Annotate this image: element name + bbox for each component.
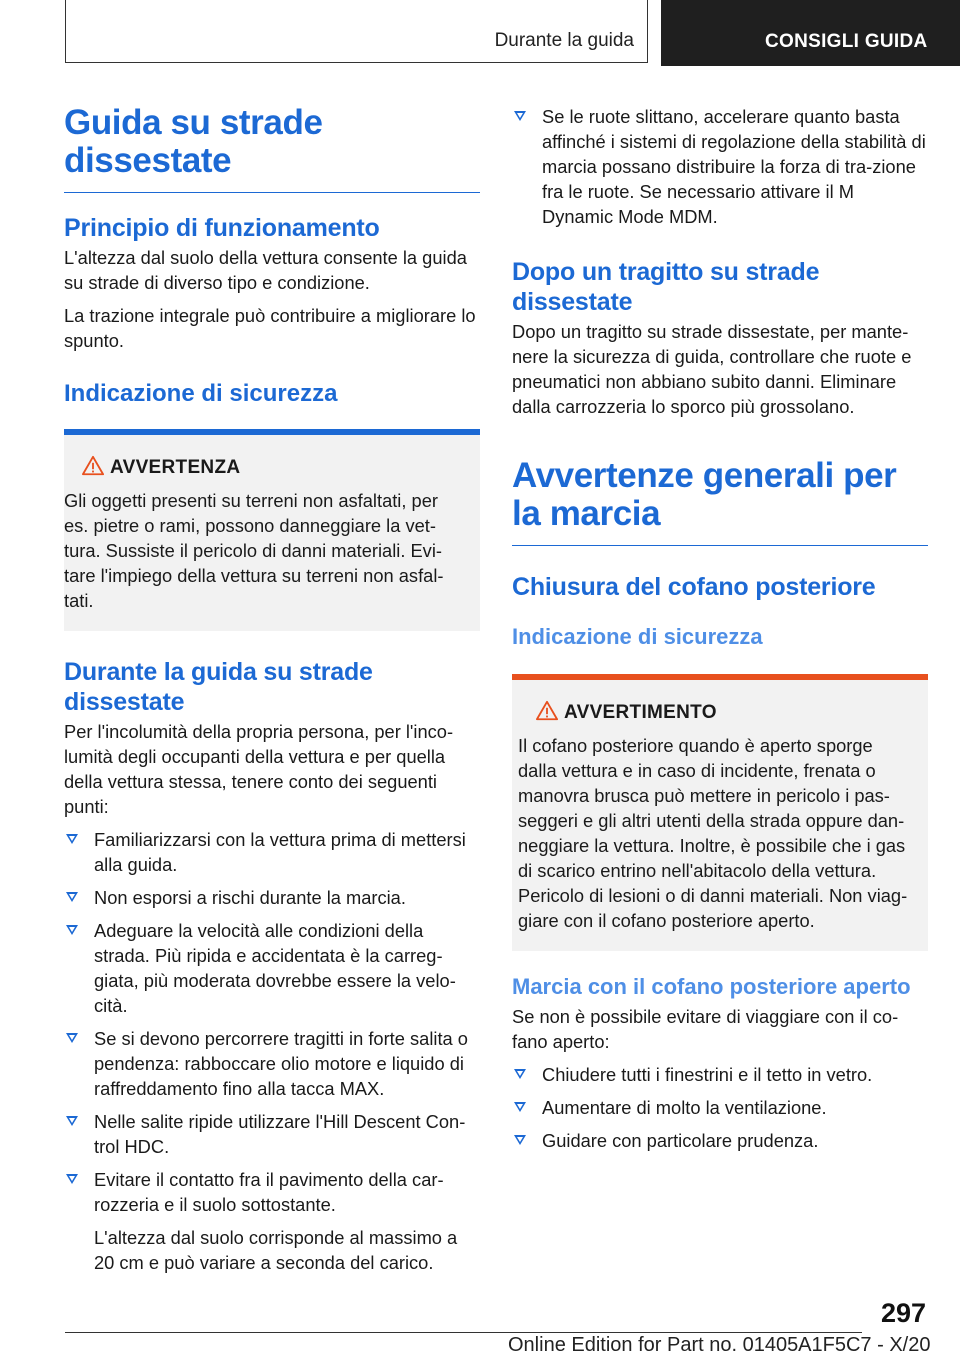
continued-bullet-list xyxy=(512,104,928,229)
list-item: Nelle salite ripide utilizzare l'Hill Descent Con‐trol HDC. xyxy=(64,1109,480,1159)
triangle-bullet-icon xyxy=(66,1116,78,1126)
header-chapter-tab: CONSIGLI GUIDA xyxy=(661,0,960,66)
warning-title xyxy=(64,455,464,480)
list-item: Chiudere tutti i finestrini e il tetto in vetro. xyxy=(512,1062,928,1087)
driving-intro: Per l'incolumità della propria persona, per l'inco‐lumità degli occupanti della vettura e per quella della vettura stessa, tenere conto dei seguenti punti: xyxy=(64,721,454,817)
list-item: Non esporsi a rischi durante la marcia. xyxy=(64,885,480,910)
safety-heading: Indicazione di sicurezza xyxy=(64,380,338,407)
triangle-bullet-icon xyxy=(514,1135,526,1145)
list-item: Guidare con particolare prudenza. xyxy=(512,1128,928,1153)
edition-footer: Online Edition for Part no. 01405A1F5C7 - X/20 xyxy=(508,1334,931,1356)
triangle-bullet-icon xyxy=(514,111,526,121)
triangle-bullet-icon xyxy=(66,892,78,902)
warning-box xyxy=(512,674,928,951)
left-column xyxy=(64,96,480,1275)
principle-paragraph-1: L'altezza dal suolo della vettura consente la guida su strade di diverso tipo e condizione. xyxy=(64,247,467,293)
principle-heading: Principio di funzionamento xyxy=(64,214,380,242)
tailgate-heading: Chiusura del cofano posteriore xyxy=(512,573,876,601)
list-item: Se si devono percorrere tragitti in forte salita o pendenza: rabboccare olio motore e liquido di raffreddamento fino alla tacca MAX. xyxy=(64,1026,480,1101)
warning-title xyxy=(518,700,914,725)
warning-text: Il cofano posteriore quando è aperto sporge dalla vettura e in caso di incidente, frenata o manovra brusca può mettere in pericolo i pas‐seggeri e gli altri utenti della strada oppure dan‐neggiare la vettura. Inoltre, è possibile che i gas di scarico entrino nell'abitacolo della vettura. Pericolo di lesioni o di danni materiali. Non viag‐giare con il cofano posteriore aperto. xyxy=(518,735,908,931)
triangle-bullet-icon xyxy=(66,1174,78,1184)
list-item: Aumentare di molto la ventilazione. xyxy=(512,1095,928,1120)
open-tailgate-heading: Marcia con il cofano posteriore aperto xyxy=(512,974,911,999)
bullet-note: L'altezza dal suolo corrisponde al massimo a 20 cm e può variare a seconda del carico. xyxy=(94,1227,458,1273)
header-section-title: Durante la guida xyxy=(494,30,634,51)
right-column xyxy=(512,104,928,1153)
open-tailgate-intro: Se non è possibile evitare di viaggiare con il co‐fano aperto: xyxy=(512,1006,899,1052)
driving-bullet-list xyxy=(64,827,480,1275)
page-number: 297 xyxy=(880,1298,926,1328)
warning-label: AVVERTENZA xyxy=(110,457,241,478)
triangle-bullet-icon xyxy=(66,834,78,844)
list-item: Familiarizzarsi con la vettura prima di mettersi alla guida. xyxy=(64,827,480,877)
warning-triangle-icon xyxy=(536,700,558,722)
driving-heading: Durante la guida su strade dissestate xyxy=(64,658,373,716)
after-driving-heading: Dopo un tragitto su strade dissestate xyxy=(512,258,820,316)
after-driving-text: Dopo un tragitto su strade dissestate, per mante‐nere la sicurezza di guida, controllare che ruote e pneumatici non abbiano subito danni. Eliminare dalla carrozzeria lo sporco più grossolano. xyxy=(512,321,912,417)
triangle-bullet-icon xyxy=(514,1102,526,1112)
open-tailgate-bullet-list xyxy=(512,1062,928,1153)
page-header xyxy=(0,0,960,66)
footer-divider xyxy=(65,1332,862,1333)
triangle-bullet-icon xyxy=(66,925,78,935)
list-item: Evitare il contatto fra il pavimento della car‐rozzeria e il suolo sottostante. L'altezza dal suolo corrisponde al massimo a 20 cm e può variare a seconda del carico. xyxy=(64,1167,480,1275)
warning-box xyxy=(64,429,480,631)
warning-text: Gli oggetti presenti su terreni non asfaltati, per es. pietre o rami, possono danneggiare la vet‐tura. Sussiste il pericolo di danni materiali. Evi‐tare l'impiego della vettura su terreni non asfal‐tati. xyxy=(64,490,444,611)
warning-triangle-icon xyxy=(82,455,104,477)
section-title: Guida su strade dissestate xyxy=(64,96,480,193)
warning-label: AVVERTIMENTO xyxy=(564,702,717,723)
principle-paragraph-2: La trazione integrale può contribuire a migliorare lo spunto. xyxy=(64,305,476,351)
list-item: Se le ruote slittano, accelerare quanto basta affinché i sistemi di regolazione della stabilità di marcia possano distribuire la forza di tra‐zione fra le ruote. Se necessario attivare il M Dynamic Mode MDM. xyxy=(512,104,928,229)
general-section-title: Avvertenze generali per la marcia xyxy=(512,447,928,546)
triangle-bullet-icon xyxy=(66,1033,78,1043)
list-item: Adeguare la velocità alle condizioni della strada. Più ripida e accidentata è la carreg‐giata, più moderata dovrebbe essere la velo‐cità. xyxy=(64,918,480,1018)
tailgate-safety-heading: Indicazione di sicurezza xyxy=(512,624,763,649)
triangle-bullet-icon xyxy=(514,1069,526,1079)
